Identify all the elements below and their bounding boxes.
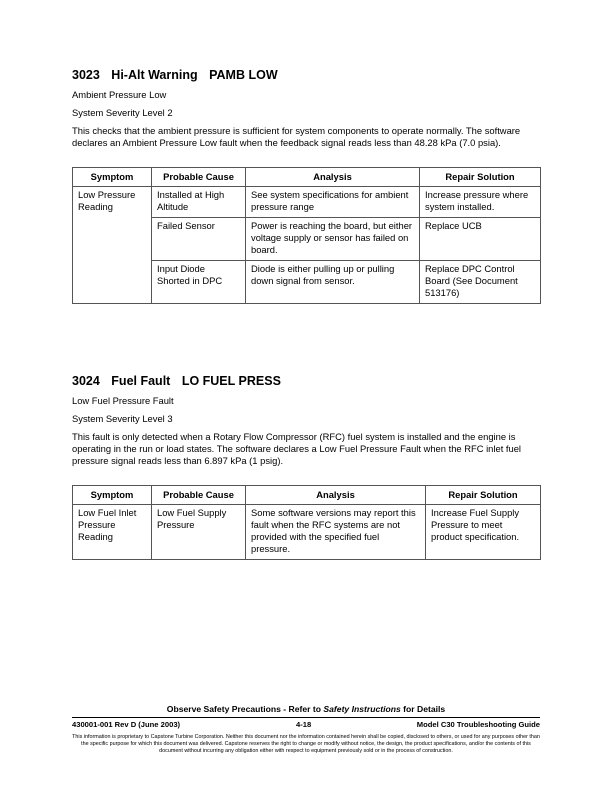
- cause-cell: Low Fuel Supply Pressure: [152, 505, 246, 560]
- section-heading: [72, 374, 540, 389]
- header-repair-solution: Repair Solution: [426, 486, 541, 505]
- header-probable-cause: Probable Cause: [152, 168, 246, 187]
- fault-tag: LO FUEL PRESS: [181, 374, 281, 388]
- header-symptom: Symptom: [73, 486, 152, 505]
- header-probable-cause: Probable Cause: [152, 486, 246, 505]
- footer-divider: [72, 717, 540, 718]
- fault-subtitle: Ambient Pressure Low: [72, 89, 167, 100]
- fault-severity: System Severity Level 3: [72, 413, 173, 424]
- guide-title: Model C30 Troubleshooting Guide: [416, 720, 540, 729]
- header-repair-solution: Repair Solution: [420, 168, 541, 187]
- analysis-cell: See system specifications for ambient pressure range: [246, 187, 420, 218]
- safety-emphasis: Safety Instructions: [323, 704, 401, 714]
- safety-prefix: Observe Safety Precautions - Refer to: [166, 704, 324, 714]
- fault-description: This fault is only detected when a Rotary Flow Compressor (RFC) fuel system is installed and the engine is operating in the run or load states. The software declares a Low Fuel Pressure Fault when the RFC inlet fuel pressure signal reads less than 6.897 kPa (1 psig).: [72, 431, 522, 466]
- section-heading: [72, 68, 540, 83]
- troubleshooting-table: [72, 167, 541, 304]
- table-header-row: [73, 486, 541, 505]
- troubleshooting-table: [72, 485, 541, 560]
- header-symptom: Symptom: [73, 168, 152, 187]
- cause-cell: Input Diode Shorted in DPC: [152, 261, 246, 304]
- fault-section-3024: [72, 374, 540, 560]
- legal-notice: This information is proprietary to Capstone Turbine Corporation. Neither this document nor the information contained herein shall be copied, disclosed to others, or used for any purposes other than the specific purpose for which this document was delivered. Capstone reserves the right to change or modify without notice, the design, the product specifications, and/or the contents of this document without incurring any obligation either with respect to equipment previously sold or in the process of construction.: [72, 734, 540, 754]
- header-analysis: Analysis: [246, 168, 420, 187]
- table-row: [73, 187, 541, 218]
- solution-cell: Increase pressure where system installed.: [420, 187, 541, 218]
- fault-section-3023: [72, 68, 540, 304]
- symptom-cell: Low Pressure Reading: [73, 187, 152, 304]
- fault-code: 3024: [72, 374, 100, 388]
- symptom-cell: Low Fuel Inlet Pressure Reading: [73, 505, 152, 560]
- cause-cell: Failed Sensor: [152, 218, 246, 261]
- safety-notice: [0, 704, 612, 714]
- fault-description: This checks that the ambient pressure is sufficient for system components to operate normally. The software declares an Ambient Pressure Low fault when the feedback signal reads less than 48.28 kPa (7.0 psia).: [72, 125, 521, 148]
- analysis-cell: Some software versions may report this fault when the RFC systems are not provided with the specified fuel pressure.: [246, 505, 426, 560]
- fault-title: Hi-Alt Warning: [111, 68, 198, 82]
- fault-severity: System Severity Level 2: [72, 107, 173, 118]
- fault-code: 3023: [72, 68, 100, 82]
- fault-title: Fuel Fault: [111, 374, 171, 388]
- document-number: 430001-001 Rev D (June 2003): [72, 720, 181, 729]
- safety-suffix: for Details: [400, 704, 446, 714]
- page-number: 4-18: [296, 720, 312, 729]
- fault-subtitle: Low Fuel Pressure Fault: [72, 395, 174, 406]
- fault-tag: PAMB LOW: [209, 68, 278, 82]
- analysis-cell: Diode is either pulling up or pulling down signal from sensor.: [246, 261, 420, 304]
- analysis-cell: Power is reaching the board, but either voltage supply or sensor has failed on board.: [246, 218, 420, 261]
- solution-cell: Replace DPC Control Board (See Document 513176): [420, 261, 541, 304]
- solution-cell: Increase Fuel Supply Pressure to meet product specification.: [426, 505, 541, 560]
- header-analysis: Analysis: [246, 486, 426, 505]
- solution-cell: Replace UCB: [420, 218, 541, 261]
- cause-cell: Installed at High Altitude: [152, 187, 246, 218]
- table-row: [73, 505, 541, 560]
- table-header-row: [73, 168, 541, 187]
